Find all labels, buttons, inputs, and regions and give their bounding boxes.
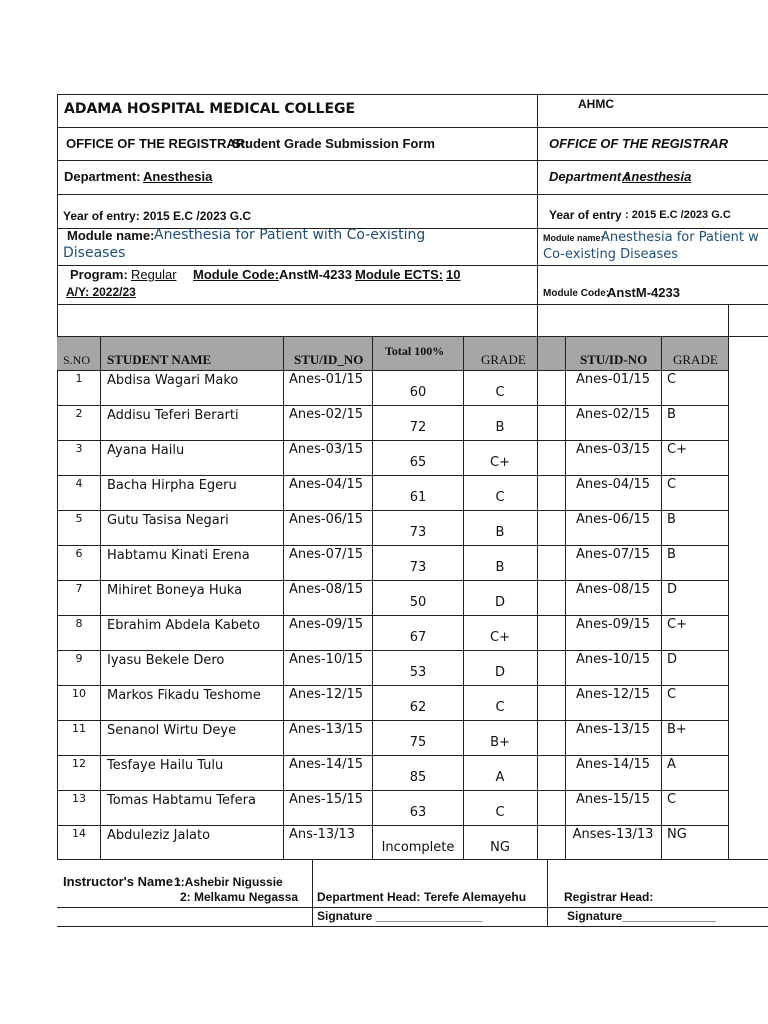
dept-head-label: Department Head: bbox=[317, 890, 421, 904]
row-sno: 13 bbox=[72, 792, 86, 805]
module-code-label: Module Code: bbox=[193, 267, 279, 282]
row-grade: B bbox=[495, 420, 505, 435]
row-right-stu-id: Anes-01/15 bbox=[575, 372, 651, 387]
header-student-name: STUDENT NAME bbox=[107, 352, 212, 367]
row-grade: B bbox=[495, 525, 505, 540]
row-right-stu-id: Anses-13/13 bbox=[572, 827, 654, 842]
office-form-title: Student Grade Submission Form bbox=[232, 136, 435, 151]
row-right-grade: C bbox=[667, 477, 677, 492]
header-stu-id: STU/ID_NO bbox=[294, 352, 364, 367]
row-stu-id: Anes-01/15 bbox=[289, 372, 364, 387]
row-grade: C bbox=[495, 805, 505, 820]
row-right-grade: C bbox=[667, 372, 677, 387]
row-stu-id: Anes-12/15 bbox=[289, 687, 364, 702]
row-sno: 12 bbox=[72, 757, 86, 770]
instructor-label: Instructor's Name : bbox=[63, 874, 181, 889]
row-total: 72 bbox=[409, 420, 427, 435]
row-right-grade: C+ bbox=[667, 442, 687, 457]
right-module-name-label: Module name: bbox=[543, 233, 604, 243]
row-divider bbox=[57, 475, 728, 476]
module-ects-label: Module ECTS: bbox=[355, 267, 444, 282]
row-divider bbox=[57, 405, 728, 406]
row-total: 67 bbox=[409, 630, 427, 645]
row-stu-id: Anes-15/15 bbox=[289, 792, 364, 807]
row-divider bbox=[57, 545, 728, 546]
right-year-value: : 2015 E.C /2023 G.C bbox=[625, 209, 731, 221]
row-total: 53 bbox=[409, 665, 427, 680]
row-student-name: Abdisa Wagari Mako bbox=[107, 373, 239, 388]
row-total: 73 bbox=[409, 560, 427, 575]
row-sno: 9 bbox=[75, 652, 83, 665]
year-of-entry: Year of entry: 2015 E.C /2023 G.C bbox=[63, 209, 252, 223]
rule bbox=[312, 859, 313, 926]
row-right-grade: C bbox=[667, 687, 677, 702]
row-stu-id: Anes-10/15 bbox=[289, 652, 364, 667]
rule bbox=[283, 336, 284, 859]
row-sno: 14 bbox=[72, 827, 86, 840]
row-right-grade: C bbox=[667, 792, 677, 807]
row-sno: 6 bbox=[75, 547, 83, 560]
row-student-name: Addisu Teferi Berarti bbox=[107, 408, 239, 423]
row-right-stu-id: Anes-08/15 bbox=[575, 582, 651, 597]
rule bbox=[57, 94, 768, 95]
row-stu-id: Anes-06/15 bbox=[289, 512, 364, 527]
instructor-1: 1:Ashebir Nigussie bbox=[174, 875, 283, 889]
college-name: ADAMA HOSPITAL MEDICAL COLLEGE bbox=[64, 101, 356, 117]
registrar-head: Registrar Head: bbox=[564, 890, 654, 904]
row-grade: B bbox=[495, 560, 505, 575]
row-stu-id: Ans-13/13 bbox=[289, 827, 356, 842]
row-grade: C bbox=[495, 700, 505, 715]
right-module-code-value: AnstM-4233 bbox=[607, 285, 680, 300]
row-student-name: Mihiret Boneya Huka bbox=[107, 583, 243, 598]
rule bbox=[100, 336, 101, 859]
rule bbox=[547, 859, 548, 926]
row-right-stu-id: Anes-14/15 bbox=[575, 757, 651, 772]
dept-head-name: Terefe Alemayehu bbox=[424, 890, 527, 904]
row-divider bbox=[57, 720, 728, 721]
row-grade: C bbox=[495, 385, 505, 400]
row-total: 61 bbox=[409, 490, 427, 505]
row-right-stu-id: Anes-10/15 bbox=[575, 652, 651, 667]
row-stu-id: Anes-13/15 bbox=[289, 722, 364, 737]
right-module-name-line2: Co-existing Diseases bbox=[543, 247, 679, 262]
row-sno: 2 bbox=[75, 407, 83, 420]
row-total: 85 bbox=[409, 770, 427, 785]
row-student-name: Ebrahim Abdela Kabeto bbox=[107, 618, 261, 633]
office-label: OFFICE OF THE REGISTRAR: bbox=[66, 136, 250, 151]
row-right-grade: D bbox=[667, 582, 678, 597]
rule bbox=[57, 859, 768, 860]
row-grade: C+ bbox=[490, 455, 510, 470]
module-ects-value: 10 bbox=[446, 267, 461, 282]
row-grade: B+ bbox=[490, 735, 510, 750]
row-student-name: Bacha Hirpha Egeru bbox=[107, 478, 237, 493]
rule bbox=[57, 265, 768, 266]
row-stu-id: Anes-04/15 bbox=[289, 477, 364, 492]
row-stu-id: Anes-09/15 bbox=[289, 617, 364, 632]
row-stu-id: Anes-08/15 bbox=[289, 582, 364, 597]
row-right-stu-id: Anes-04/15 bbox=[575, 477, 651, 492]
row-divider bbox=[57, 825, 728, 826]
row-sno: 10 bbox=[72, 687, 86, 700]
row-divider bbox=[57, 510, 728, 511]
row-stu-id: Anes-07/15 bbox=[289, 547, 364, 562]
module-name-line2: Diseases bbox=[63, 245, 126, 261]
row-total: 50 bbox=[409, 595, 427, 610]
row-divider bbox=[57, 650, 728, 651]
row-grade: D bbox=[494, 665, 505, 680]
rule bbox=[57, 370, 728, 371]
row-right-grade: B bbox=[667, 512, 676, 527]
row-grade: D bbox=[494, 595, 505, 610]
row-right-grade: A bbox=[667, 757, 676, 772]
row-total: 63 bbox=[409, 805, 427, 820]
row-grade: NG bbox=[490, 840, 510, 855]
row-divider bbox=[57, 440, 728, 441]
row-student-name: Gutu Tasisa Negari bbox=[107, 513, 229, 528]
row-right-stu-id: Anes-15/15 bbox=[575, 792, 651, 807]
row-right-grade: B+ bbox=[667, 722, 687, 737]
header-right-stu-id: STU/ID-NO bbox=[580, 352, 648, 367]
row-stu-id: Anes-02/15 bbox=[289, 407, 364, 422]
module-code-value: AnstM-4233 bbox=[279, 267, 352, 282]
row-student-name: Abduleziz Jalato bbox=[107, 828, 211, 843]
row-sno: 4 bbox=[75, 477, 83, 490]
row-right-grade: NG bbox=[667, 827, 687, 842]
row-sno: 1 bbox=[75, 372, 83, 385]
row-sno: 3 bbox=[75, 442, 83, 455]
dept-head-signature: Signature ________________ bbox=[317, 909, 483, 923]
row-sno: 11 bbox=[72, 722, 86, 735]
right-year-label: Year of entry bbox=[549, 208, 622, 222]
row-right-stu-id: Anes-03/15 bbox=[575, 442, 651, 457]
row-divider bbox=[57, 580, 728, 581]
row-total: 62 bbox=[409, 700, 427, 715]
row-stu-id: Anes-03/15 bbox=[289, 442, 364, 457]
right-module-name-line1: Anesthesia for Patient w bbox=[601, 230, 759, 245]
row-divider bbox=[57, 755, 728, 756]
department-label: Department: bbox=[64, 169, 141, 184]
header-right-grade: GRADE bbox=[673, 352, 718, 367]
row-student-name: Tomas Habtamu Tefera bbox=[107, 793, 256, 808]
row-student-name: Ayana Hailu bbox=[107, 443, 185, 458]
row-student-name: Habtamu Kinati Erena bbox=[107, 548, 250, 563]
right-department-value: Anesthesia bbox=[622, 169, 692, 184]
right-short-name: AHMC bbox=[578, 97, 614, 111]
row-student-name: Tesfaye Hailu Tulu bbox=[107, 758, 224, 773]
module-name-line1: Anesthesia for Patient with Co-existing bbox=[154, 227, 426, 243]
row-right-stu-id: Anes-09/15 bbox=[575, 617, 651, 632]
row-sno: 8 bbox=[75, 617, 83, 630]
row-total: Incomplete bbox=[381, 840, 455, 855]
rule bbox=[57, 304, 768, 305]
rule bbox=[57, 127, 768, 128]
rule bbox=[537, 94, 538, 859]
row-divider bbox=[57, 615, 728, 616]
header-sno: S.NO bbox=[63, 353, 91, 367]
row-grade: C+ bbox=[490, 630, 510, 645]
row-right-stu-id: Anes-02/15 bbox=[575, 407, 651, 422]
program-value: Regular bbox=[131, 267, 177, 282]
row-total: 65 bbox=[409, 455, 427, 470]
row-divider bbox=[57, 685, 728, 686]
row-stu-id: Anes-14/15 bbox=[289, 757, 364, 772]
row-right-stu-id: Anes-13/15 bbox=[575, 722, 651, 737]
row-right-grade: D bbox=[667, 652, 678, 667]
row-student-name: Markos Fikadu Teshome bbox=[107, 688, 261, 703]
row-right-grade: B bbox=[667, 547, 676, 562]
rule bbox=[57, 926, 768, 927]
instructor-2: 2: Melkamu Negassa bbox=[180, 890, 299, 904]
header-grade: GRADE bbox=[481, 352, 526, 367]
rule bbox=[57, 194, 768, 195]
right-office: OFFICE OF THE REGISTRAR bbox=[549, 136, 729, 151]
row-grade: A bbox=[495, 770, 505, 785]
row-right-stu-id: Anes-07/15 bbox=[575, 547, 651, 562]
department-value: Anesthesia bbox=[143, 169, 213, 184]
module-name-label: Module name: bbox=[67, 228, 155, 243]
row-divider bbox=[57, 790, 728, 791]
row-student-name: Iyasu Bekele Dero bbox=[107, 653, 225, 668]
rule bbox=[661, 336, 662, 859]
row-total: 75 bbox=[409, 735, 427, 750]
row-student-name: Senanol Wirtu Deye bbox=[107, 723, 237, 738]
right-module-code-label: Module Code: bbox=[543, 288, 610, 299]
academic-year: A/Y: 2022/23 bbox=[66, 285, 136, 299]
row-right-stu-id: Anes-12/15 bbox=[575, 687, 651, 702]
right-department-label: Department : bbox=[549, 169, 630, 184]
row-total: 60 bbox=[409, 385, 427, 400]
row-sno: 5 bbox=[75, 512, 83, 525]
row-sno: 7 bbox=[75, 582, 83, 595]
registrar-signature: Signature______________ bbox=[567, 909, 716, 923]
row-right-stu-id: Anes-06/15 bbox=[575, 512, 651, 527]
rule bbox=[57, 907, 768, 908]
rule bbox=[57, 160, 768, 161]
row-grade: C bbox=[495, 490, 505, 505]
program-label: Program: bbox=[70, 267, 128, 282]
header-total: Total 100% bbox=[385, 344, 445, 358]
row-total: 73 bbox=[409, 525, 427, 540]
row-right-grade: B bbox=[667, 407, 676, 422]
rule bbox=[728, 304, 729, 859]
row-right-grade: C+ bbox=[667, 617, 687, 632]
